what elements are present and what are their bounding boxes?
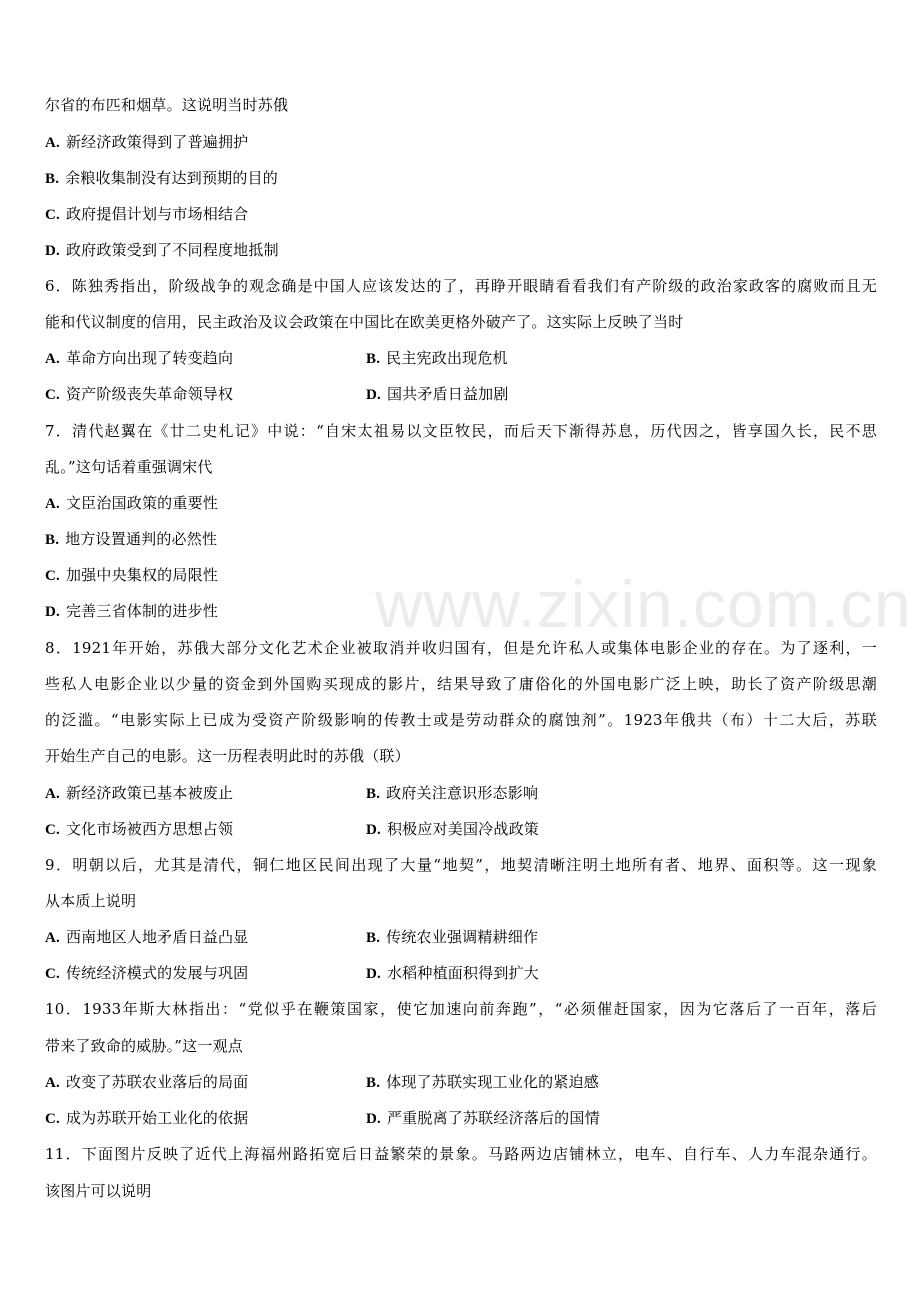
option-label: D. xyxy=(366,1111,381,1127)
q10-option-a[interactable] xyxy=(45,1072,248,1093)
option-text: 资产阶级丧失革命领导权 xyxy=(65,385,234,403)
option-text: 民主宪政出现危机 xyxy=(386,349,508,367)
option-label: C. xyxy=(45,207,60,223)
q6-option-a[interactable] xyxy=(45,348,233,369)
option-text: 地方设置通判的必然性 xyxy=(65,530,218,548)
q8-stem-line-4: 开始生产自己的电影。这一历程表明此时的苏俄（联） xyxy=(45,747,410,765)
q5-option-c[interactable] xyxy=(45,204,248,225)
q10-stem-line-1: 10．1933年斯大林指出：“党似乎在鞭策国家，使它加速向前奔跑”，“必须催赶国家，因为它落后了一百年，落后 xyxy=(45,1000,877,1018)
q8-option-b[interactable] xyxy=(366,783,538,804)
option-label: C. xyxy=(45,1111,60,1127)
q6-option-b[interactable] xyxy=(366,348,508,369)
option-label: D. xyxy=(45,604,60,620)
option-text: 成为苏联开始工业化的依据 xyxy=(65,1109,249,1127)
option-label: C. xyxy=(45,387,60,403)
option-label: C. xyxy=(45,568,60,584)
option-text: 传统经济模式的发展与巩固 xyxy=(65,964,249,982)
q7-option-c[interactable] xyxy=(45,565,218,586)
q5-option-b[interactable] xyxy=(45,168,278,189)
option-label: D. xyxy=(366,966,381,982)
q6-stem-line-2: 能和代议制度的信用，民主政治及议会政策在中国比在欧美更格外破产了。这实际上反映了当时 xyxy=(45,313,684,331)
q11-stem-line-2: 该图片可以说明 xyxy=(45,1182,152,1200)
q10-option-c[interactable] xyxy=(45,1108,248,1129)
option-text: 余粮收集制没有达到预期的目的 xyxy=(65,169,278,187)
q9-option-b[interactable] xyxy=(366,927,538,948)
option-label: B. xyxy=(366,351,381,367)
option-text: 国共矛盾日益加剧 xyxy=(386,385,509,403)
option-label: D. xyxy=(45,243,60,259)
option-label: A. xyxy=(45,135,60,151)
q9-option-c[interactable] xyxy=(45,963,248,984)
option-label: B. xyxy=(45,171,60,187)
option-text: 革命方向出现了转变趋向 xyxy=(65,349,234,367)
option-label: D. xyxy=(366,387,381,403)
q5-stem-tail: 尔省的布匹和烟草。这说明当时苏俄 xyxy=(45,96,289,114)
option-label: C. xyxy=(45,966,60,982)
option-text: 积极应对美国冷战政策 xyxy=(386,820,539,838)
q8-option-d[interactable] xyxy=(366,819,539,840)
watermark: www.zixin.com.cn xyxy=(375,567,912,641)
option-text: 完善三省体制的进步性 xyxy=(65,602,218,620)
option-text: 政府政策受到了不同程度地抵制 xyxy=(65,241,279,259)
option-text: 政府关注意识形态影响 xyxy=(386,784,539,802)
option-label: A. xyxy=(45,786,60,802)
option-text: 西南地区人地矛盾日益凸显 xyxy=(65,928,249,946)
q8-stem-line-2: 些私人电影企业以少量的资金到外国购买现成的影片，结果导致了庸俗化的外国电影广泛上映，助长了资产阶级思潮 xyxy=(45,675,877,693)
q5-option-a[interactable] xyxy=(45,132,248,153)
q7-stem-line-1: 7．清代赵翼在《廿二史札记》中说：“自宋太祖易以文臣牧民，而后天下渐得苏息，历代因之，皆享国久长，民不思 xyxy=(45,422,877,440)
option-label: A. xyxy=(45,351,60,367)
q11-stem-line-1: 11．下面图片反映了近代上海福州路拓宽后日益繁荣的景象。马路两边店铺林立，电车、自行车、人力车混杂通行。 xyxy=(45,1145,877,1163)
q9-option-a[interactable] xyxy=(45,927,248,948)
q9-stem-line-1: 9．明朝以后，尤其是清代，铜仁地区民间出现了大量“地契”，地契清晰注明土地所有者、地界、面积等。这一现象 xyxy=(45,856,877,874)
q10-stem-line-2: 带来了致命的威胁。”这一观点 xyxy=(45,1037,243,1055)
option-label: C. xyxy=(45,822,60,838)
option-text: 新经济政策得到了普遍拥护 xyxy=(65,133,249,151)
q8-stem-line-1: 8．1921年开始，苏俄大部分文化艺术企业被取消并收归国有，但是允许私人或集体电影企业的存在。为了逐利，一 xyxy=(45,639,877,657)
option-text: 加强中央集权的局限性 xyxy=(65,566,218,584)
option-label: B. xyxy=(45,532,60,548)
option-label: B. xyxy=(366,930,381,946)
option-label: B. xyxy=(366,786,381,802)
q8-option-a[interactable] xyxy=(45,783,233,804)
option-text: 严重脱离了苏联经济落后的国情 xyxy=(386,1109,600,1127)
option-text: 改变了苏联农业落后的局面 xyxy=(65,1073,249,1091)
option-label: D. xyxy=(366,822,381,838)
q7-option-b[interactable] xyxy=(45,529,217,550)
q8-stem-line-3: 的泛滥。“电影实际上已成为受资产阶级影响的传教士或是劳动群众的腐蚀剂”。1923年俄共（布）十二大后，苏联 xyxy=(45,711,877,729)
option-text: 传统农业强调精耕细作 xyxy=(386,928,539,946)
q7-option-d[interactable] xyxy=(45,601,218,622)
q7-option-a[interactable] xyxy=(45,493,218,514)
q5-option-d[interactable] xyxy=(45,240,279,261)
option-label: A. xyxy=(45,1075,60,1091)
option-text: 体现了苏联实现工业化的紧迫感 xyxy=(386,1073,599,1091)
q9-stem-line-2: 从本质上说明 xyxy=(45,892,137,910)
q6-option-d[interactable] xyxy=(366,384,509,405)
q8-option-c[interactable] xyxy=(45,819,233,840)
q6-stem-line-1: 6．陈独秀指出，阶级战争的观念确是中国人应该发达的了，再睁开眼睛看看我们有产阶级的政治家政客的腐败而且无 xyxy=(45,277,877,295)
q10-option-b[interactable] xyxy=(366,1072,599,1093)
option-text: 政府提倡计划与市场相结合 xyxy=(65,205,249,223)
option-label: A. xyxy=(45,930,60,946)
q10-option-d[interactable] xyxy=(366,1108,600,1129)
option-text: 水稻种植面积得到扩大 xyxy=(386,964,539,982)
option-text: 文臣治国政策的重要性 xyxy=(65,494,218,512)
option-text: 文化市场被西方思想占领 xyxy=(65,820,234,838)
option-label: A. xyxy=(45,496,60,512)
q6-option-c[interactable] xyxy=(45,384,233,405)
option-text: 新经济政策已基本被废止 xyxy=(65,784,234,802)
q7-stem-line-2: 乱。”这句话着重强调宋代 xyxy=(45,458,213,476)
option-label: B. xyxy=(366,1075,381,1091)
q9-option-d[interactable] xyxy=(366,963,539,984)
